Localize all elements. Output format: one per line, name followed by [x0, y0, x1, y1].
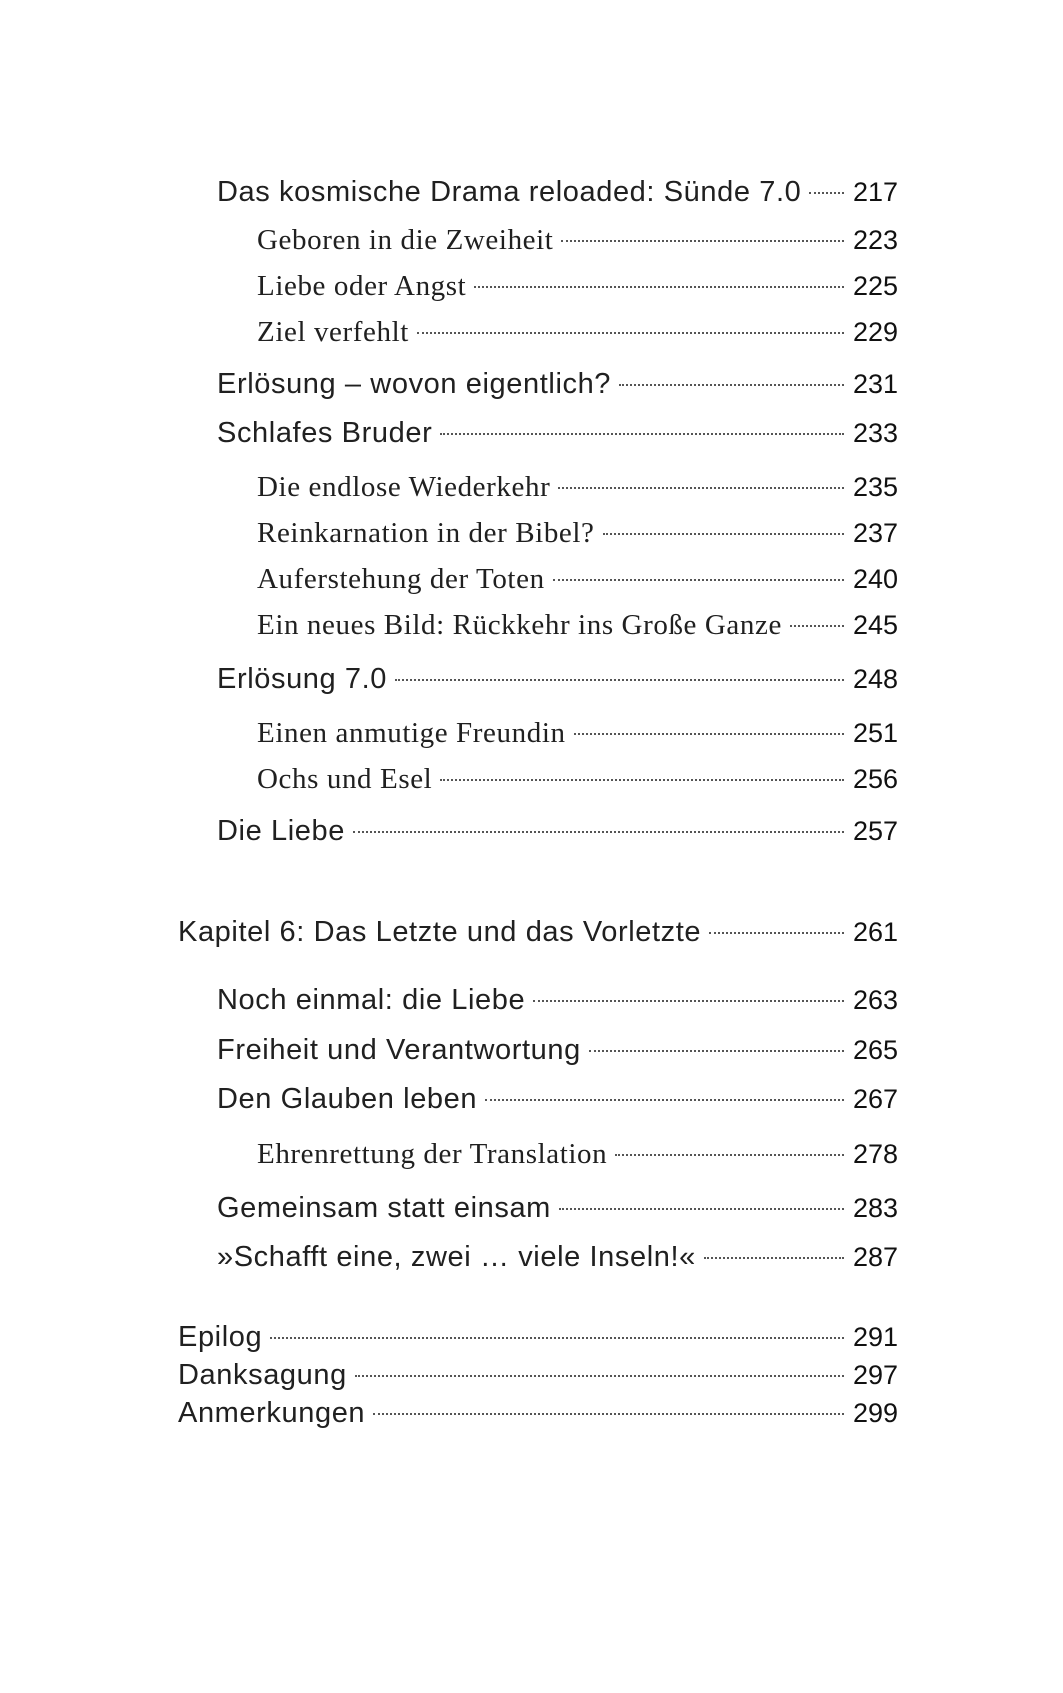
toc-entry-title: Epilog [178, 1321, 263, 1353]
toc-entry-page: 299 [852, 1398, 898, 1428]
toc-entry [257, 759, 898, 799]
dot-leader [373, 1413, 844, 1415]
dot-leader [619, 384, 844, 386]
toc-entry [257, 220, 898, 260]
toc-entry-page: 267 [852, 1084, 898, 1114]
toc-entry-page: 225 [852, 271, 898, 301]
toc-entry-page: 248 [852, 664, 898, 694]
toc-entry-title: Schlafes Bruder [217, 417, 433, 449]
dot-leader [574, 733, 844, 735]
toc-entry [217, 1030, 898, 1070]
dot-leader [790, 625, 844, 627]
toc-entry [257, 713, 898, 753]
toc-entry-title: Danksagung [178, 1359, 347, 1391]
toc-entry-title: Ehrenrettung der Translation [257, 1138, 608, 1170]
toc-entry-page: 229 [852, 317, 898, 347]
toc-entry-page: 240 [852, 564, 898, 594]
toc-entry-page: 265 [852, 1035, 898, 1065]
toc-entry-page: 223 [852, 225, 898, 255]
toc-entry-page: 261 [852, 917, 898, 947]
toc-entry-page: 291 [852, 1322, 898, 1352]
toc-entry-title: Anmerkungen [178, 1397, 366, 1429]
toc-entry [217, 1079, 898, 1119]
toc-entry-title: Die endlose Wiederkehr [257, 471, 551, 503]
dot-leader [474, 286, 844, 288]
dot-leader [485, 1099, 844, 1101]
toc-entry-title: Erlösung – wovon eigentlich? [217, 368, 612, 400]
dot-leader [709, 932, 844, 934]
toc-entry [178, 1393, 898, 1433]
dot-leader [559, 1208, 844, 1210]
toc-entry-page: 237 [852, 518, 898, 548]
toc-entry [217, 364, 898, 404]
toc-entry-title: Den Glauben leben [217, 1083, 478, 1115]
toc-entry [257, 467, 898, 507]
toc-entry-title: Ein neues Bild: Rückkehr ins Große Ganze [257, 609, 782, 641]
toc-entry [217, 659, 898, 699]
toc-entry-page: 233 [852, 418, 898, 448]
toc-entry-title: Ochs und Esel [257, 763, 433, 795]
dot-leader [395, 679, 844, 681]
toc-entry [257, 1134, 898, 1174]
toc-entry-page: 256 [852, 764, 898, 794]
toc-entry [257, 513, 898, 553]
toc-entry [257, 559, 898, 599]
toc-entry-page: 297 [852, 1360, 898, 1390]
toc-entry [257, 605, 898, 645]
toc-entry-title: Gemeinsam statt einsam [217, 1192, 551, 1224]
toc-entry-title: »Schafft eine, zwei … viele Inseln!« [217, 1241, 696, 1273]
toc-entry-page: 263 [852, 985, 898, 1015]
dot-leader [417, 332, 844, 334]
dot-leader [603, 533, 844, 535]
toc-entry [217, 811, 898, 851]
dot-leader [704, 1257, 844, 1259]
dot-leader [270, 1337, 844, 1339]
toc-entry-page: 235 [852, 472, 898, 502]
toc-entry-title: Liebe oder Angst [257, 270, 467, 302]
toc-entry [217, 1237, 898, 1277]
toc-entry-title: Erlösung 7.0 [217, 663, 388, 695]
toc-entry [178, 1355, 898, 1395]
toc-entry-title: Ziel verfehlt [257, 316, 409, 348]
dot-leader [558, 487, 844, 489]
dot-leader [589, 1050, 844, 1052]
toc-entry-page: 217 [852, 177, 898, 207]
toc-entry-title: Auferstehung der Toten [257, 563, 545, 595]
toc-entry-page: 283 [852, 1193, 898, 1223]
toc-entry-title: Freiheit und Verantwortung [217, 1034, 581, 1066]
toc-entry [217, 172, 898, 212]
toc-entry-title: Die Liebe [217, 815, 345, 847]
toc-entry-page: 251 [852, 718, 898, 748]
toc-entry-page: 257 [852, 816, 898, 846]
toc-entry [178, 1317, 898, 1357]
toc-entry-page: 278 [852, 1139, 898, 1169]
toc-entry-title: Noch einmal: die Liebe [217, 984, 526, 1016]
dot-leader [440, 433, 844, 435]
dot-leader [553, 579, 844, 581]
toc-entry-title: Das kosmische Drama reloaded: Sünde 7.0 [217, 176, 802, 208]
toc-entry-title: Reinkarnation in der Bibel? [257, 517, 595, 549]
toc-entry-page: 287 [852, 1242, 898, 1272]
toc-entry-title: Geboren in die Zweiheit [257, 224, 554, 256]
toc-entry [217, 413, 898, 453]
dot-leader [615, 1154, 844, 1156]
dot-leader [353, 831, 844, 833]
toc-entry-page: 245 [852, 610, 898, 640]
toc-entry-title: Kapitel 6: Das Letzte und das Vorletzte [178, 916, 702, 948]
dot-leader [533, 1000, 844, 1002]
toc-chapter-entry [178, 912, 898, 952]
dot-leader [440, 779, 844, 781]
toc-entry-title: Einen anmutige Freundin [257, 717, 566, 749]
dot-leader [809, 192, 844, 194]
toc-entry [217, 980, 898, 1020]
toc-entry [257, 312, 898, 352]
dot-leader [561, 240, 844, 242]
toc-entry-page: 231 [852, 369, 898, 399]
toc-entry [217, 1188, 898, 1228]
toc-entry [257, 266, 898, 306]
dot-leader [355, 1375, 844, 1377]
